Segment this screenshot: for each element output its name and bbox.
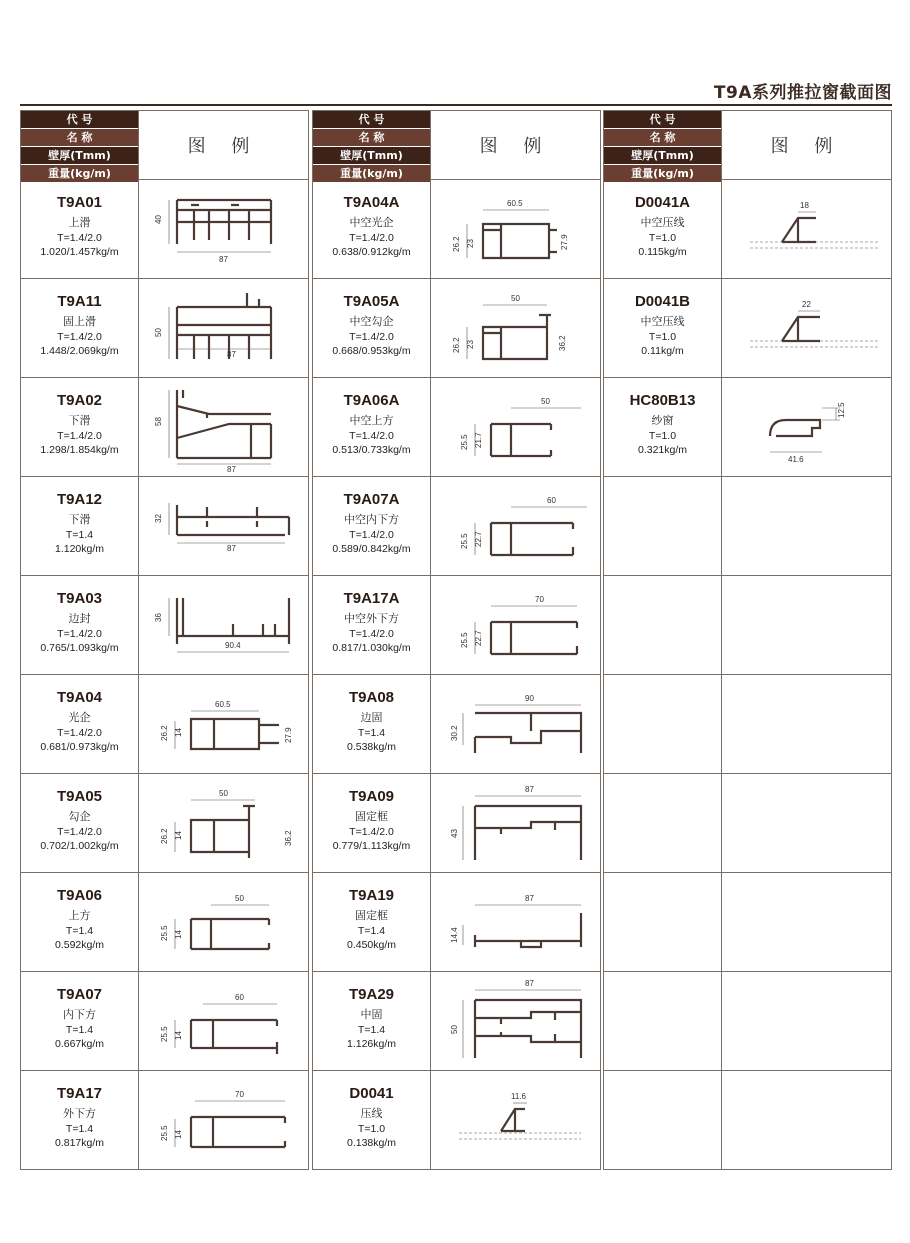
dim-height-3: 36.2 <box>558 335 567 351</box>
profile-code: T9A03 <box>56 590 103 607</box>
table-row <box>604 873 892 972</box>
profile-name: 边封 <box>68 612 91 625</box>
table-row <box>313 675 601 774</box>
profile-code: T9A04 <box>56 689 103 706</box>
profile-thickness: T=1.0 <box>648 232 677 244</box>
table-row <box>313 378 601 477</box>
table-row <box>21 774 309 873</box>
profile-weight: 0.702/1.002kg/m <box>40 840 119 852</box>
dim-height-2: 23 <box>466 239 475 248</box>
dim-height-3: 27.9 <box>560 234 569 250</box>
profile-name: 外下方 <box>63 1107 96 1120</box>
header-name: 名 称 <box>21 129 138 147</box>
profile-code: T9A02 <box>56 392 103 409</box>
profile-drawing <box>139 576 308 674</box>
profile-thickness: T=1.4 <box>65 1123 94 1135</box>
profile-weight: 0.321kg/m <box>637 444 688 456</box>
profile-weight: 0.538kg/m <box>346 741 397 753</box>
dim-height: 36 <box>154 613 163 622</box>
dim-height-1: 25.5 <box>160 1026 169 1042</box>
profile-thickness: T=1.4 <box>65 925 94 937</box>
dim-height-1: 25.5 <box>460 533 469 549</box>
empty-cell <box>722 1071 892 1170</box>
header-code: 代 号 <box>21 111 138 129</box>
empty-cell <box>604 774 722 873</box>
profile-name: 中空勾企 <box>349 315 394 328</box>
dim-width: 41.6 <box>788 455 804 464</box>
dim-height-2: 22.7 <box>474 531 483 547</box>
dim-height: 50 <box>154 328 163 337</box>
table-header <box>21 111 309 180</box>
table-row <box>604 675 892 774</box>
profile-code: T9A04A <box>343 194 400 211</box>
empty-cell <box>604 576 722 675</box>
profile-drawing <box>431 279 600 377</box>
profile-name: 固上滑 <box>63 315 96 328</box>
profile-weight: 0.668/0.953kg/m <box>332 345 411 357</box>
table-row <box>604 972 892 1071</box>
profile-thickness: T=1.4/2.0 <box>349 430 394 442</box>
profile-thickness: T=1.4/2.0 <box>57 331 102 343</box>
table-row <box>21 873 309 972</box>
dim-height-3: 36.2 <box>284 830 293 846</box>
profile-code: T9A06 <box>56 887 103 904</box>
profile-drawing <box>431 180 600 278</box>
spec-table-1 <box>20 110 309 1170</box>
dim-width: 60.5 <box>507 199 523 208</box>
profile-drawing <box>139 477 308 575</box>
profile-code: T9A07A <box>343 491 400 508</box>
dim-height: 32 <box>154 514 163 523</box>
table-row <box>604 1071 892 1170</box>
table-row <box>21 576 309 675</box>
profile-code: T9A06A <box>343 392 400 409</box>
profile-thickness: T=1.0 <box>648 430 677 442</box>
profile-weight: 0.817/1.030kg/m <box>332 642 411 654</box>
profile-thickness: T=1.4 <box>357 727 386 739</box>
dim-height-2: 14 <box>174 1031 183 1040</box>
profile-code: D0041A <box>634 194 691 211</box>
profile-weight: 0.450kg/m <box>346 939 397 951</box>
profile-drawing <box>722 279 891 377</box>
header-code: 代 号 <box>313 111 430 129</box>
empty-cell <box>722 873 892 972</box>
profile-drawing <box>431 378 600 476</box>
dim-height-1: 26.2 <box>452 236 461 252</box>
table-row <box>21 180 309 279</box>
table-row <box>313 873 601 972</box>
dim-height: 58 <box>154 417 163 426</box>
header-weight: 重量(kg/m) <box>313 165 430 182</box>
table-header <box>604 111 892 180</box>
dim-height: 14.4 <box>450 927 459 943</box>
profile-code: T9A09 <box>348 788 395 805</box>
table-row <box>313 972 601 1071</box>
profile-code: T9A08 <box>348 689 395 706</box>
section-3 <box>603 110 892 1170</box>
dim-height-1: 26.2 <box>160 828 169 844</box>
profile-drawing <box>431 972 600 1070</box>
profile-weight: 1.126kg/m <box>346 1038 397 1050</box>
profile-drawing <box>431 477 600 575</box>
dim-width: 22 <box>802 300 811 309</box>
profile-name: 中空内下方 <box>344 513 399 526</box>
profile-name: 中空外下方 <box>344 612 399 625</box>
profile-thickness: T=1.4 <box>65 529 94 541</box>
profile-name: 固定框 <box>355 909 388 922</box>
profile-name: 中空压线 <box>640 216 685 229</box>
profile-weight: 0.817kg/m <box>54 1137 105 1149</box>
profile-name: 边固 <box>360 711 383 724</box>
header-weight: 重量(kg/m) <box>21 165 138 182</box>
profile-drawing <box>139 279 308 377</box>
profile-name: 固定框 <box>355 810 388 823</box>
profile-drawing <box>722 378 891 476</box>
dim-height-1: 25.5 <box>460 632 469 648</box>
empty-cell <box>604 675 722 774</box>
dim-height-2: 14 <box>174 728 183 737</box>
dim-width: 70 <box>535 595 544 604</box>
profile-name: 勾企 <box>68 810 91 823</box>
table-row <box>604 477 892 576</box>
page-title: T9A系列推拉窗截面图 <box>713 83 892 103</box>
dim-height-3: 27.9 <box>284 727 293 743</box>
empty-cell <box>722 972 892 1071</box>
table-row <box>313 477 601 576</box>
table-row <box>313 774 601 873</box>
dim-width: 87 <box>525 979 534 988</box>
header-name: 名 称 <box>313 129 430 147</box>
dim-width: 11.6 <box>511 1092 526 1101</box>
profile-code: T9A05A <box>343 293 400 310</box>
profile-code: D0041 <box>349 1085 394 1102</box>
profile-drawing <box>139 1071 308 1169</box>
profile-code: T9A05 <box>56 788 103 805</box>
profile-drawing <box>139 774 308 872</box>
table-row <box>313 279 601 378</box>
profile-name: 内下方 <box>63 1008 96 1021</box>
dim-height: 30.2 <box>450 725 459 741</box>
empty-cell <box>722 477 892 576</box>
dim-width: 90.4 <box>225 641 241 650</box>
header-figure: 图 例 <box>139 111 309 180</box>
profile-thickness: T=1.4 <box>65 1024 94 1036</box>
profile-weight: 0.638/0.912kg/m <box>332 246 411 258</box>
profile-name: 中空压线 <box>640 315 685 328</box>
profile-thickness: T=1.0 <box>648 331 677 343</box>
dim-width: 50 <box>511 294 520 303</box>
profile-weight: 1.120kg/m <box>54 543 105 555</box>
empty-cell <box>722 576 892 675</box>
profile-weight: 0.11kg/m <box>641 345 684 357</box>
dim-width: 60 <box>235 993 244 1002</box>
profile-name: 上方 <box>68 909 91 922</box>
dim-height: 43 <box>450 829 459 838</box>
profile-thickness: T=1.4/2.0 <box>57 430 102 442</box>
dim-height-1: 25.5 <box>160 1125 169 1141</box>
dim-width: 18 <box>800 201 809 210</box>
dim-width: 87 <box>227 544 236 553</box>
dim-height: 50 <box>450 1025 459 1034</box>
dim-height-2: 22.7 <box>474 630 483 646</box>
dim-height-2: 14 <box>174 930 183 939</box>
profile-thickness: T=1.4/2.0 <box>57 232 102 244</box>
profile-code: T9A07 <box>56 986 103 1003</box>
profile-name: 中固 <box>360 1008 383 1021</box>
spec-table-3 <box>603 110 892 1170</box>
profile-weight: 1.448/2.069kg/m <box>40 345 119 357</box>
profile-drawing <box>139 675 308 773</box>
table-row <box>21 279 309 378</box>
profile-drawing <box>431 675 600 773</box>
profile-name: 光企 <box>68 711 91 724</box>
dim-width: 50 <box>235 894 244 903</box>
dim-width: 60 <box>547 496 556 505</box>
dim-width: 87 <box>227 465 236 474</box>
profile-thickness: T=1.0 <box>357 1123 386 1135</box>
table-row <box>21 477 309 576</box>
table-row <box>313 1071 601 1170</box>
profile-thickness: T=1.4/2.0 <box>57 826 102 838</box>
section-1 <box>20 110 309 1170</box>
profile-thickness: T=1.4/2.0 <box>349 331 394 343</box>
dim-width: 50 <box>219 789 228 798</box>
dim-height: 40 <box>154 215 163 224</box>
dim-height: 12.5 <box>837 402 846 418</box>
header-thickness: 壁厚(Tmm) <box>313 147 430 165</box>
profile-thickness: T=1.4/2.0 <box>349 628 394 640</box>
profile-thickness: T=1.4/2.0 <box>349 529 394 541</box>
header-figure: 图 例 <box>431 111 601 180</box>
profile-drawing <box>431 1071 600 1169</box>
profile-weight: 0.513/0.733kg/m <box>332 444 411 456</box>
dim-width: 87 <box>219 255 228 264</box>
table-row <box>21 1071 309 1170</box>
dim-height-2: 14 <box>174 1130 183 1139</box>
dim-width: 90 <box>525 694 534 703</box>
profile-drawing <box>139 180 308 278</box>
table-row <box>604 576 892 675</box>
table-row <box>604 279 892 378</box>
table-row <box>21 675 309 774</box>
profile-weight: 0.779/1.113kg/m <box>332 840 411 852</box>
dim-width: 87 <box>227 350 236 359</box>
profile-weight: 0.115kg/m <box>638 246 687 258</box>
empty-cell <box>722 675 892 774</box>
profile-weight: 1.298/1.854kg/m <box>40 444 119 456</box>
profile-weight: 0.592kg/m <box>54 939 105 951</box>
profile-drawing <box>139 972 308 1070</box>
profile-name: 上滑 <box>68 216 91 229</box>
profile-weight: 0.667kg/m <box>54 1038 105 1050</box>
section-2 <box>312 110 601 1170</box>
table-row <box>21 972 309 1071</box>
table-row <box>604 774 892 873</box>
profile-weight: 1.020/1.457kg/m <box>40 246 119 258</box>
profile-thickness: T=1.4/2.0 <box>57 727 102 739</box>
table-row <box>313 576 601 675</box>
profile-weight: 0.681/0.973kg/m <box>40 741 119 753</box>
table-row <box>21 378 309 477</box>
profile-drawing <box>139 873 308 971</box>
spec-table-2 <box>312 110 601 1170</box>
profile-code: T9A11 <box>57 293 102 310</box>
profile-code: T9A29 <box>348 986 395 1003</box>
header-name: 名 称 <box>604 129 721 147</box>
header-thickness: 壁厚(Tmm) <box>21 147 138 165</box>
dim-height-1: 25.5 <box>460 434 469 450</box>
dim-width: 70 <box>235 1090 244 1099</box>
header-code: 代 号 <box>604 111 721 129</box>
empty-cell <box>604 873 722 972</box>
dim-height-1: 26.2 <box>160 725 169 741</box>
profile-name: 纱窗 <box>651 414 674 427</box>
profile-thickness: T=1.4/2.0 <box>349 232 394 244</box>
dim-height-1: 26.2 <box>452 337 461 353</box>
dim-width: 87 <box>525 785 534 794</box>
profile-code: T9A12 <box>56 491 103 508</box>
profile-weight: 0.138kg/m <box>346 1137 397 1149</box>
profile-name: 中空上方 <box>349 414 394 427</box>
profile-code: T9A19 <box>348 887 395 904</box>
profile-thickness: T=1.4 <box>357 925 386 937</box>
empty-cell <box>722 774 892 873</box>
empty-cell <box>604 477 722 576</box>
profile-thickness: T=1.4 <box>357 1024 386 1036</box>
title-rule <box>20 104 892 106</box>
header-figure: 图 例 <box>722 111 892 180</box>
dim-height-2: 23 <box>466 340 475 349</box>
profile-weight: 0.589/0.842kg/m <box>332 543 411 555</box>
profile-drawing <box>722 180 891 278</box>
dim-height-2: 21.7 <box>474 432 483 448</box>
profile-name: 压线 <box>360 1107 383 1120</box>
profile-code: HC80B13 <box>629 392 696 409</box>
empty-cell <box>604 1071 722 1170</box>
dim-width: 50 <box>541 397 550 406</box>
profile-code: T9A17A <box>343 590 400 607</box>
table-header <box>313 111 601 180</box>
table-row <box>604 180 892 279</box>
dim-width: 87 <box>525 894 534 903</box>
profile-drawing <box>431 873 600 971</box>
dim-height-1: 25.5 <box>160 925 169 941</box>
empty-cell <box>604 972 722 1071</box>
profile-weight: 0.765/1.093kg/m <box>40 642 119 654</box>
header-weight: 重量(kg/m) <box>604 165 721 182</box>
profile-code: T9A17 <box>56 1085 103 1102</box>
table-row <box>313 180 601 279</box>
profile-drawing <box>431 576 600 674</box>
profile-thickness: T=1.4/2.0 <box>57 628 102 640</box>
profile-name: 下滑 <box>68 414 91 427</box>
profile-name: 下滑 <box>68 513 91 526</box>
profile-code: D0041B <box>634 293 691 310</box>
profile-drawing <box>431 774 600 872</box>
profile-code: T9A01 <box>56 194 103 211</box>
profile-thickness: T=1.4/2.0 <box>349 826 394 838</box>
table-row <box>604 378 892 477</box>
dim-width: 60.5 <box>215 700 231 709</box>
dim-height-2: 14 <box>174 831 183 840</box>
header-thickness: 壁厚(Tmm) <box>604 147 721 165</box>
profile-name: 中空光企 <box>349 216 394 229</box>
profile-drawing <box>139 378 308 476</box>
